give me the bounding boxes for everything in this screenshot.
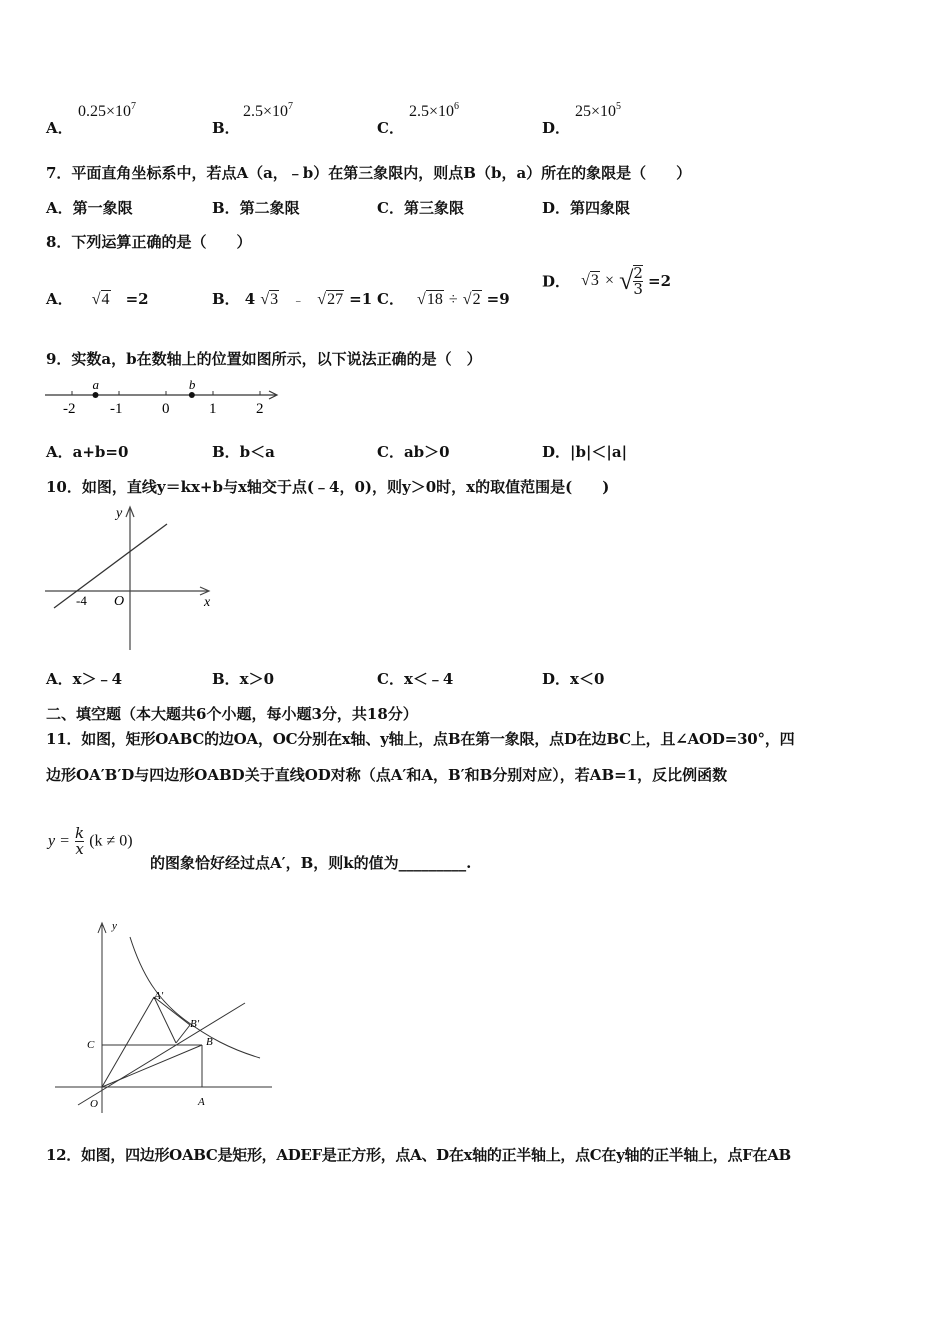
q10-stem: 10．如图，直线y＝kx+b与x轴交于点(﹣4，0)，则y＞0时，x的取值范围是( ) [46, 478, 610, 496]
label-c: C [87, 1039, 95, 1051]
q6-option-a-value: $0.25\times 10^7$ [78, 101, 137, 120]
q8-option-c: C． √18 ÷ √2 =9 [377, 290, 510, 308]
q7-option-d: D．第四象限 [542, 199, 631, 217]
label-a: A [198, 1096, 205, 1108]
label-a-prime: A′ [154, 990, 164, 1002]
point-a [93, 392, 99, 398]
line-y-kx-b [54, 524, 167, 608]
q10-option-d: D．x＜0 [542, 670, 605, 688]
q6-option-d-value: $25\times 10^5$ [575, 101, 622, 120]
tick-label: -2 [63, 401, 76, 417]
segment-oa-prime [102, 997, 154, 1087]
q11-line-2: 边形OA′B′D与四边形OABD关于直线OD对称（点A′和A，B′和B分别对应），若AB=1，反比例函数 [46, 766, 728, 784]
q6-option-b-label: B． [212, 119, 240, 137]
q10-option-a: A．x＞﹣4 [46, 670, 123, 688]
origin-label: O [114, 594, 125, 609]
segment-ob [102, 1045, 202, 1087]
q6-option-c-label: C． [377, 119, 404, 137]
q11-formula: y = $\frac{k}{x}$ (k ≠ 0) [48, 824, 133, 858]
q7-option-b: B．第二象限 [212, 199, 300, 217]
segment-a-prime-d [154, 997, 176, 1043]
section-2-title: 二、填空题（本大题共6个小题，每小题3分，共18分） [46, 705, 418, 723]
q9-option-b: B．b＜a [212, 443, 275, 461]
q9-number-line [40, 372, 290, 420]
q7-option-c: C．第三象限 [377, 199, 464, 217]
label-o: O [90, 1098, 98, 1110]
q9-option-d: D．|b|＜|a| [542, 443, 628, 461]
q11-line-1: 11．如图，矩形OABC的边OA，OC分别在x轴、y轴上，点B在第一象限，点D在边BC上，且∠AOD=30°，四 [46, 730, 795, 748]
point-b [189, 392, 195, 398]
tick-label: 2 [256, 401, 264, 417]
q8-option-b: B． 4 √3 ﹣ √27 =1 [212, 290, 373, 308]
tick-label: 1 [209, 401, 217, 417]
q6-option-d-label: D． [542, 119, 571, 137]
label-y: y [112, 920, 117, 932]
tick-label: -1 [110, 401, 123, 417]
tick-label: 0 [162, 401, 170, 417]
q9-option-c: C．ab＞0 [377, 443, 450, 461]
y-axis-label: y [116, 506, 123, 521]
q7-option-a: A．第一象限 [46, 199, 133, 217]
q11-figure [50, 915, 280, 1115]
q12-stem: 12．如图，四边形OABC是矩形，ADEF是正方形，点A、D在x轴的正半轴上，点C在y轴的正半轴上，点F在AB [46, 1146, 791, 1164]
q6-option-c-value: $2.5\times 10^6$ [409, 101, 460, 120]
point-label-a: a [92, 377, 99, 392]
q9-stem: 9．实数a，b在数轴上的位置如图所示，以下说法正确的是（ ） [46, 350, 482, 368]
q10-graph [42, 500, 217, 655]
label-b: B [206, 1036, 213, 1048]
label-b-prime: B′ [190, 1018, 200, 1030]
q6-option-a-label: A． [46, 119, 73, 137]
q8-stem: 8．下列运算正确的是（ ） [46, 233, 252, 251]
q11-line-3: 的图象恰好经过点A′，B，则k的值为_________. [150, 854, 472, 872]
intercept-label: -4 [76, 593, 87, 608]
q8-option-d: D． √3 × √ $\frac{2}{3}$ =2 [542, 264, 672, 298]
q7-stem: 7．平面直角坐标系中，若点A（a，﹣b）在第三象限内，则点B（b，a）所在的象限是（ ） [46, 164, 692, 182]
point-label-b: b [188, 377, 196, 392]
q8-option-a: A． √4 =2 [46, 290, 149, 308]
q10-option-b: B．x＞0 [212, 670, 275, 688]
x-axis-label: x [204, 595, 211, 610]
q10-option-c: C．x＜﹣4 [377, 670, 454, 688]
q9-option-a: A．a+b=0 [46, 443, 129, 461]
q6-option-b-value: $2.5\times 10^7$ [243, 101, 294, 120]
line-od [78, 1003, 245, 1105]
hyperbola-curve [130, 937, 260, 1058]
